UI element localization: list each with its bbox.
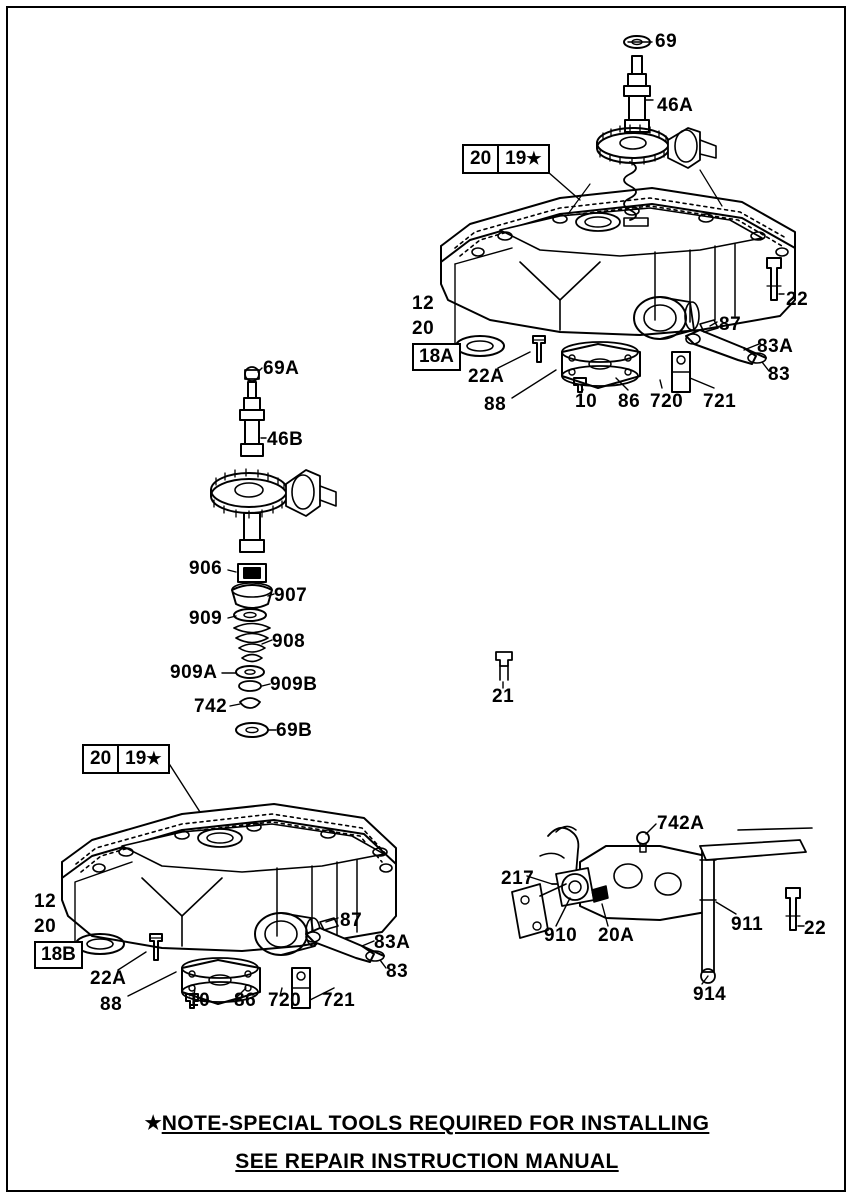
ref-box-top-right-number: 19 [505,148,527,169]
group-18b-line-18b: 18B [41,944,76,965]
footer-note [0,1112,854,1174]
callout-908: 908 [272,631,306,652]
callout-21: 21 [492,686,515,707]
group-box-18a [412,293,461,371]
callout-910: 910 [544,925,578,946]
callout-86-bottom: 86 [234,990,257,1011]
callout-83-top: 83 [768,364,791,385]
callout-88-bottom: 88 [100,994,123,1015]
callout-742a: 742A [657,813,705,834]
group-18a-line-20: 20 [412,318,435,339]
callout-22-top: 22 [786,289,809,310]
callout-87-top: 87 [719,314,742,335]
group-18b-box [34,941,83,969]
callout-20a: 20A [598,925,635,946]
star-icon: ★ [146,749,162,768]
ref-box-top-right [497,146,547,172]
callout-83a-bottom: 83A [374,932,411,953]
ref-box-top [462,144,550,174]
callout-721-top: 721 [703,391,737,412]
callout-22a-top: 22A [468,366,505,387]
callout-88-top: 88 [484,394,507,415]
group-18b-line-12: 12 [34,891,57,912]
group-18a-line-18a: 18A [419,346,454,367]
callout-10-bottom: 10 [188,990,211,1011]
callout-909a: 909A [170,662,218,683]
ref-box-bottom [82,744,170,774]
group-18b-line-20: 20 [34,916,57,937]
callout-720-bottom: 720 [268,990,302,1011]
callout-911: 911 [731,914,764,935]
ref-box-bottom-right [117,746,167,772]
star-icon-footer: ★ [144,1113,162,1134]
callout-69: 69 [655,31,678,52]
callout-721-bottom: 721 [322,990,356,1011]
callout-46b: 46B [267,429,304,450]
callout-69a: 69A [263,358,300,379]
callout-914: 914 [693,984,727,1005]
ref-box-top-left: 20 [470,148,492,169]
callout-87-bottom: 87 [340,910,363,931]
callout-720-top: 720 [650,391,684,412]
group-18a-line-12: 12 [412,293,435,314]
callout-909: 909 [189,608,223,629]
callout-83-bottom: 83 [386,961,409,982]
callout-906: 906 [189,558,223,579]
footer-note-line-1: NOTE-SPECIAL TOOLS REQUIRED FOR INSTALLING [161,1112,710,1135]
callout-86-top: 86 [618,391,641,412]
callout-909b: 909B [270,674,318,695]
callout-69b: 69B [276,720,313,741]
group-box-18b [34,891,83,969]
callout-22-right: 22 [804,918,827,939]
callout-22a-bottom: 22A [90,968,127,989]
callout-46a: 46A [657,95,694,116]
group-18a-box [412,343,461,371]
callout-742: 742 [194,696,228,717]
callout-217: 217 [501,868,535,889]
callout-907: 907 [274,585,308,606]
callout-10-top: 10 [575,391,598,412]
footer-note-line-2: SEE REPAIR INSTRUCTION MANUAL [235,1150,619,1173]
star-icon: ★ [526,149,542,168]
callout-83a-top: 83A [757,336,794,357]
ref-box-bottom-left: 20 [90,748,112,769]
ref-box-bottom-right-number: 19 [125,748,147,769]
